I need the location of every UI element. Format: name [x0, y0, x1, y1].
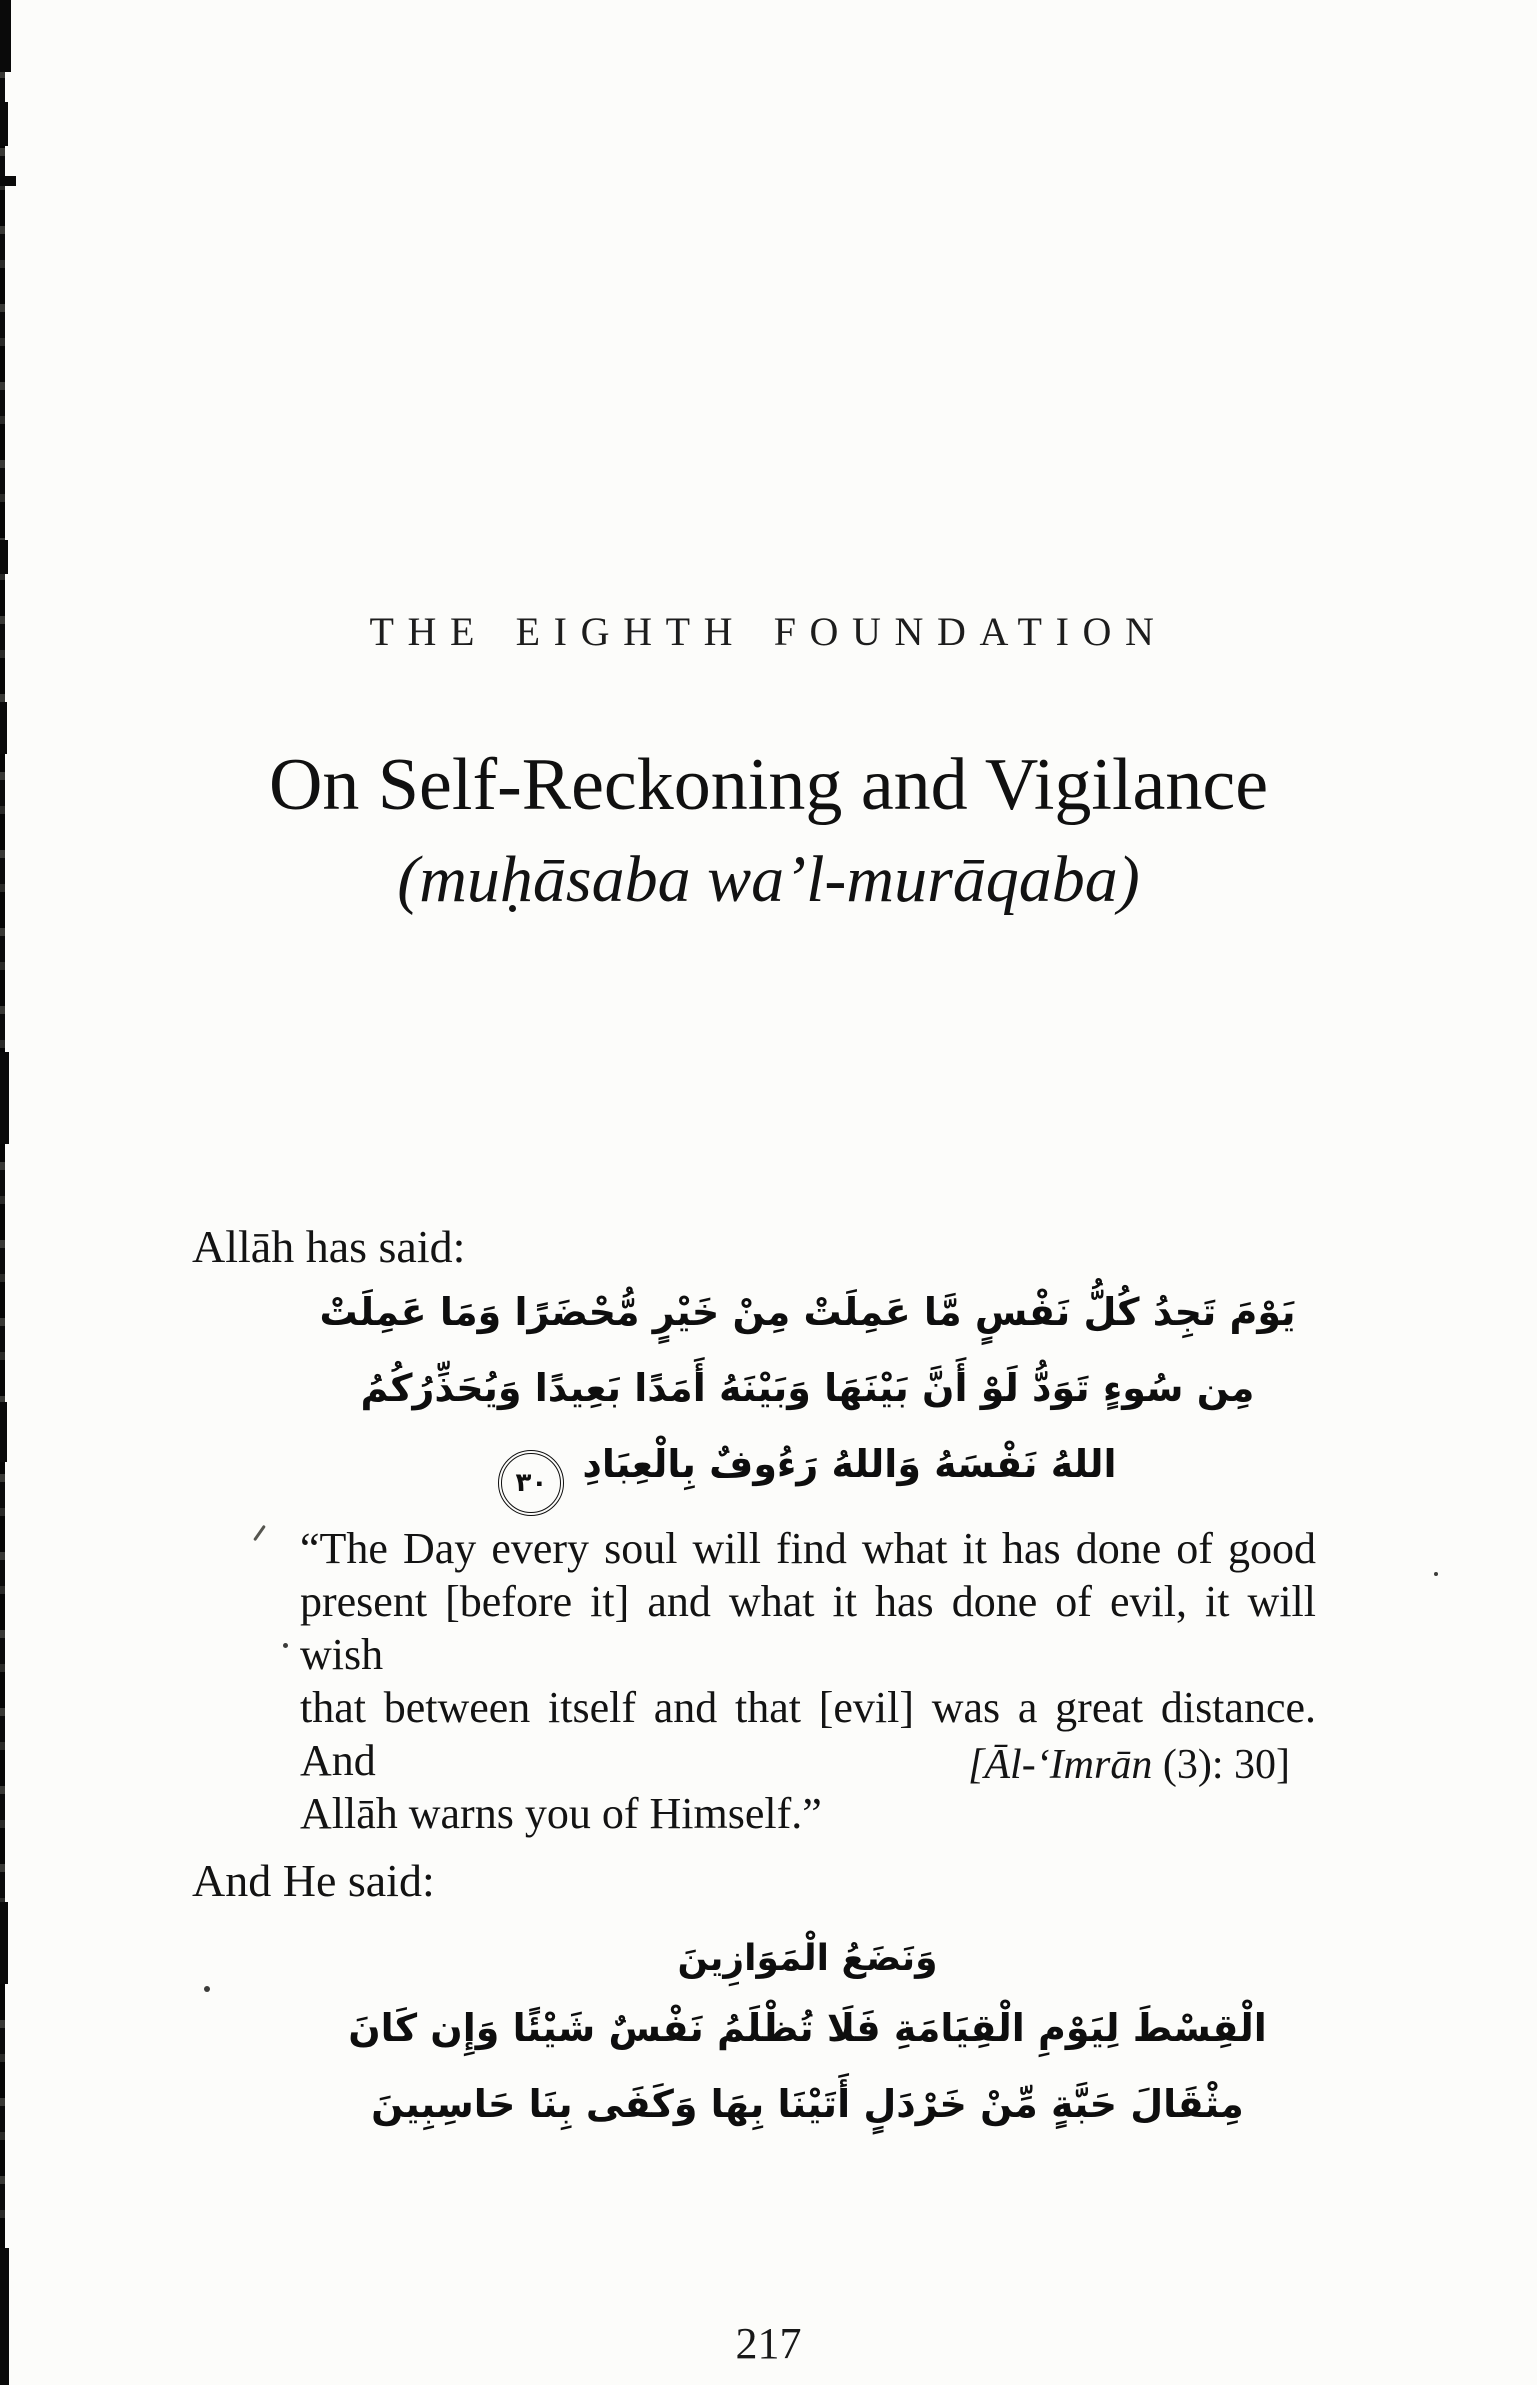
arabic-line: مِثْقَالَ حَبَّةٍ مِّنْ خَرْدَلٍ أَتَيْنَا بِهَا وَكَفَى بِنَا حَاسِبِينَ [371, 2082, 1244, 2126]
scan-blotch [0, 540, 8, 574]
citation-verse-reference: (3): 30] [1152, 1742, 1290, 1788]
scan-speck [204, 1986, 210, 1992]
scan-blotch [0, 0, 11, 72]
chapter-title: On Self-Reckoning and Vigilance [268, 744, 1269, 826]
scan-blotch [0, 1402, 7, 1462]
arabic-line [300, 1426, 1315, 1516]
ayah-number-medallion [498, 1450, 564, 1516]
scan-blotch [0, 1052, 9, 1144]
quote-intro-second: And He said: [192, 1855, 435, 1906]
binding-edge-artifact [0, 0, 5, 2385]
scan-speck [253, 1525, 266, 1541]
arabic-line: الْقِسْطَ لِيَوْمِ الْقِيَامَةِ فَلَا تُظْلَمُ نَفْسٌ شَيْئًا وَإِن كَانَ [348, 2006, 1267, 2050]
ayah-number: ٣٠ [515, 1468, 548, 1498]
translation-line: that between itself and that [evil] was a great distance. And [300, 1683, 1316, 1785]
scan-blotch [0, 702, 7, 754]
arabic-line: وَنَضَعُ الْمَوَازِينَ [677, 1938, 938, 1979]
citation-surah-name: [Āl-‘Imrān [968, 1742, 1153, 1788]
quran-verse-arabic-3-30 [300, 1274, 1315, 1516]
verse-citation [968, 1744, 1290, 1786]
scan-blotch [0, 102, 8, 146]
translation-quote-first [300, 1522, 1316, 1840]
translation-line: present [before it] and what it has done of evil, it will wish [300, 1577, 1316, 1679]
scan-blotch [0, 176, 16, 186]
page-number: 217 [735, 2319, 802, 2368]
translation-line: “The Day every soul will find what it has done of good [300, 1524, 1316, 1573]
scan-speck [1434, 1572, 1438, 1576]
arabic-line-text: اللهُ نَفْسَهُ وَاللهُ رَءُوفٌ بِالْعِبَادِ [582, 1442, 1117, 1486]
quote-intro-first: Allāh has said: [192, 1221, 466, 1272]
arabic-line: يَوْمَ تَجِدُ كُلُّ نَفْسٍ مَّا عَمِلَتْ مِنْ خَيْرٍ مُّحْضَرًا وَمَا عَمِلَتْ [319, 1290, 1296, 1334]
arabic-line: مِن سُوءٍ تَوَدُّ لَوْ أَنَّ بَيْنَهَا وَبَيْنَهُ أَمَدًا بَعِيدًا وَيُحَذِّرُكُمُ [360, 1366, 1255, 1410]
scan-speck [283, 1643, 288, 1648]
chapter-subtitle-transliteration: (muḥāsaba wa’l-murāqaba) [397, 843, 1140, 916]
scan-blotch [0, 1902, 8, 1984]
quran-verse-arabic-21-47 [300, 1928, 1315, 2142]
translation-line: Allāh warns you of Himself.” [300, 1789, 822, 1838]
chapter-kicker: THE EIGHTH FOUNDATION [369, 609, 1168, 654]
